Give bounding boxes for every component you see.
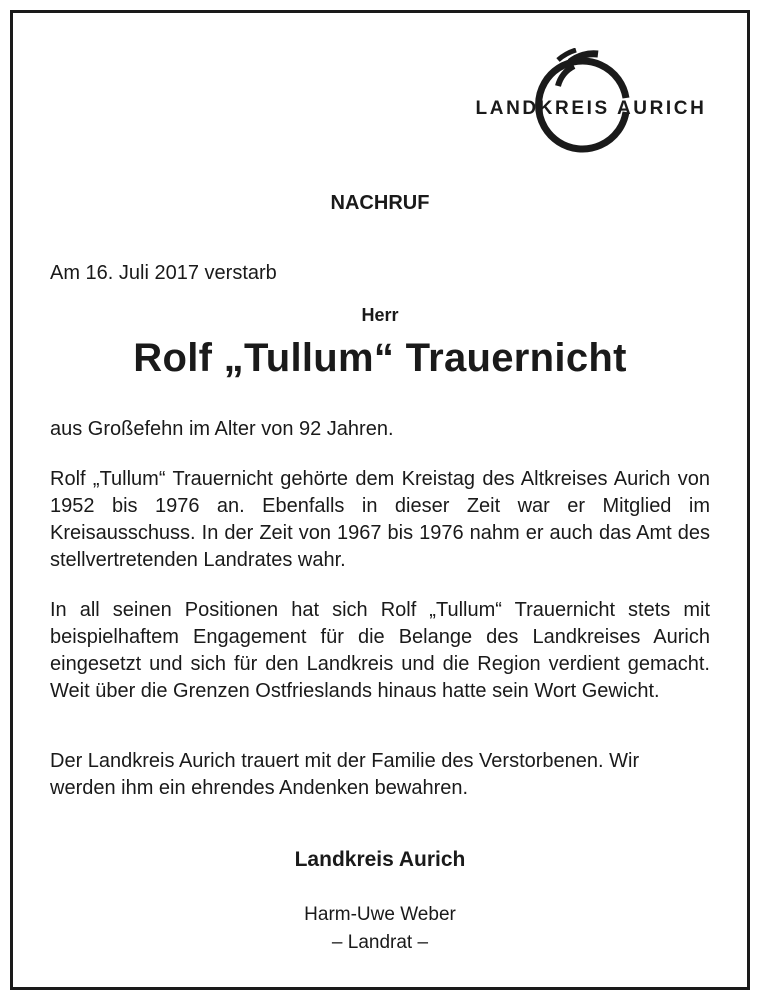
paragraph-mourning: Der Landkreis Aurich trauert mit der Familie des Verstorbenen. Wir werden ihm ein ehrendes Andenken bewahren.: [50, 750, 640, 799]
signature-organization: Landkreis Aurich: [294, 848, 466, 871]
origin-text: aus Großefehn im Alter von 92 Jahren.: [50, 418, 394, 440]
salutation: Herr: [361, 305, 399, 325]
signature-role: – Landrat –: [331, 932, 429, 953]
paragraph-engagement: In all seinen Positionen hat sich Rolf „Tullum“ Trauernicht stets mit beispielhaftem Engagement für die Belange des Landkreises Aurich eingesetzt und sich für den Landkreis und die Region verdient gemacht. Weit über die Grenzen Ostfrieslands hinaus hatte sein Wort Gewicht.: [50, 599, 710, 702]
signature-person: Harm-Uwe Weber: [304, 904, 456, 925]
logo-text: LANDKREIS AURICH: [475, 98, 707, 119]
deceased-name: Rolf „Tullum“ Trauernicht: [133, 336, 627, 380]
paragraph-career: Rolf „Tullum“ Trauernicht gehörte dem Kreistag des Altkreises Aurich von 1952 bis 1976 an. Ebenfalls in dieser Zeit war er Mitglied im Kreisausschuss. In der Zeit von 1967 bis 1976 nahm er auch das Amt des stellvertretenden Landrates wahr.: [50, 468, 710, 571]
obituary-heading: NACHRUF: [330, 192, 430, 214]
landkreis-aurich-logo: [458, 48, 724, 156]
intro-text: Am 16. Juli 2017 verstarb: [50, 262, 277, 284]
